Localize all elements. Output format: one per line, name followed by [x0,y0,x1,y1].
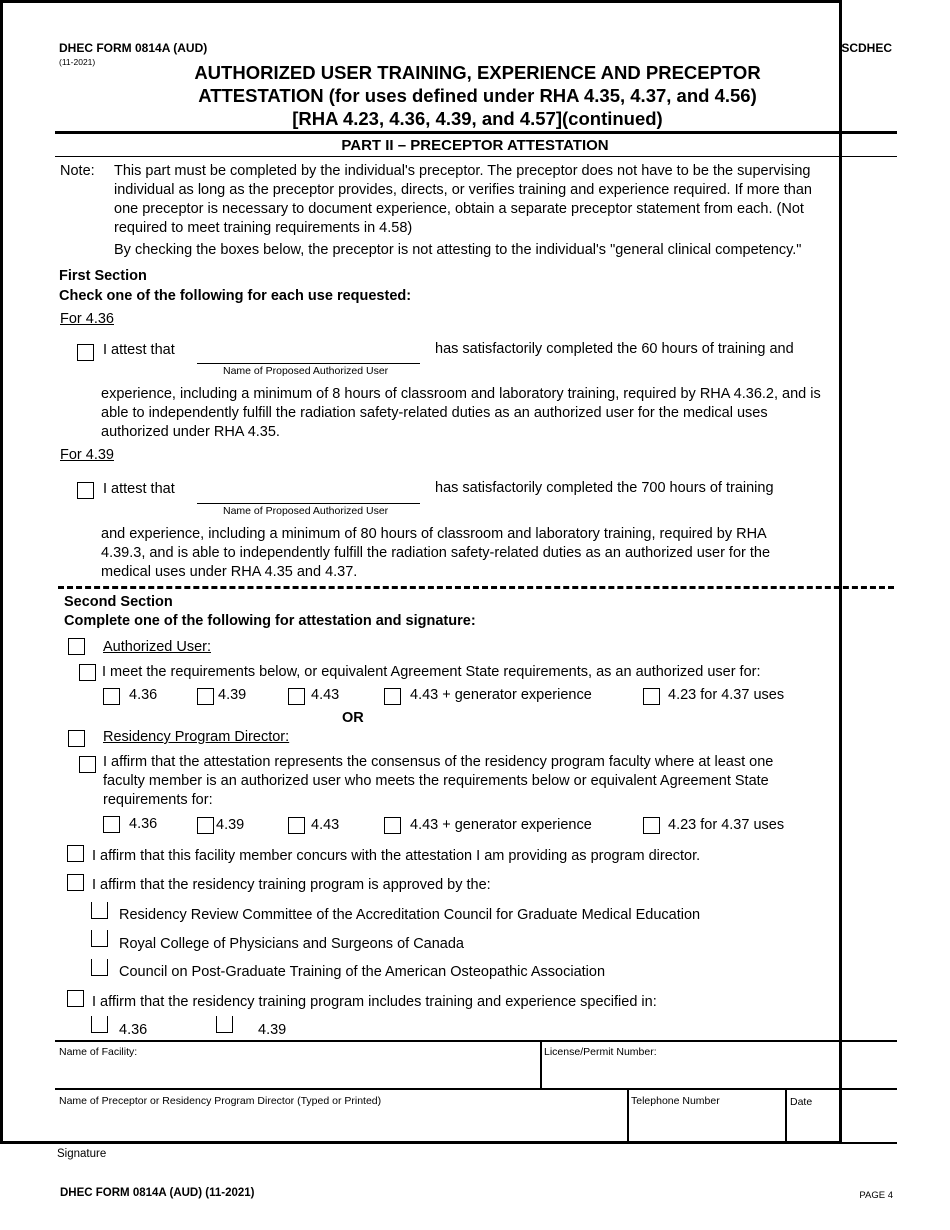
divider [55,1142,897,1144]
inc-439-checkbox[interactable] [216,1016,233,1033]
inc-436-checkbox[interactable] [91,1016,108,1033]
facility-input[interactable] [60,1062,534,1086]
telephone-input[interactable] [632,1112,784,1138]
attest-436-label: I attest that [103,342,175,358]
au-meet-checkbox[interactable] [79,664,96,681]
inc-439-label: 4.39 [258,1022,287,1038]
org3-label: Council on Post-Graduate Training of the American Osteopathic Association [119,964,606,980]
first-section-title: First Section [59,268,147,284]
authorized-user-checkbox[interactable] [68,638,85,655]
inc-436-label: 4.36 [119,1022,148,1038]
au-436-label: 4.36 [129,687,158,703]
rpd-checkbox[interactable] [68,730,85,747]
au-443-label: 4.43 [311,687,340,703]
divider [55,1040,897,1042]
org2-label: Royal College of Physicians and Surgeons of Canada [119,936,464,952]
facility-label: Name of Facility: [59,1046,138,1058]
rpd-436-label: 4.36 [129,816,158,832]
proposed-user-name-439-input[interactable] [198,482,422,503]
affirm-approved-checkbox[interactable] [67,874,84,891]
rpd-443-label: 4.43 [311,817,340,833]
license-input[interactable] [545,1062,894,1086]
affirm-concur-label: I affirm that this facility member concurs with the attestation I am providing as program director. [92,848,701,864]
date-input[interactable] [790,1112,894,1138]
for-439-heading: For 4.39 [60,447,114,463]
for-436-heading: For 4.36 [60,311,114,327]
org1-label: Residency Review Committee of the Accreditation Council for Graduate Medical Education [119,907,701,923]
org2-checkbox[interactable] [91,930,108,947]
signature-field[interactable] [130,1148,890,1176]
form-id: DHEC FORM 0814A (AUD) [59,41,208,55]
divider [55,131,897,134]
preceptor-input[interactable] [60,1112,624,1138]
au-439-label: 4.39 [218,687,247,703]
form-date: (11-2021) [59,57,96,67]
divider [55,1088,897,1090]
name-line [197,363,420,364]
page-number: PAGE 4 [859,1190,893,1201]
footer-form-id: DHEC FORM 0814A (AUD) (11-2021) [60,1187,255,1199]
au-443-checkbox[interactable] [288,688,305,705]
attest-436-body: experience, including a minimum of 8 hours of classroom and laboratory training, required by RHA 4.36.2, and is able to independently fulfill the radiation safety-related duties as an authorized user for the medical uses authorized under RHA 4.35. [101,386,821,440]
first-section-instruction: Check one of the following for each use requested: [59,288,412,304]
au-423-checkbox[interactable] [643,688,660,705]
note-label: Note: [60,163,95,179]
rpd-439-checkbox[interactable] [197,817,214,834]
affirm-concur-checkbox[interactable] [67,845,84,862]
org1-checkbox[interactable] [91,902,108,919]
date-label: Date [790,1096,813,1108]
au-443g-checkbox[interactable] [384,688,401,705]
or-label: OR [342,710,364,726]
name-line [197,503,420,504]
rpd-443-checkbox[interactable] [288,817,305,834]
attest-439-tail: has satisfactorily completed the 700 hours of training [435,480,774,496]
note-text: This part must be completed by the individual's preceptor. The preceptor does not have to be the supervising individual as long as the preceptor provides, directs, or verifies training and experience required. If more than one preceptor is necessary to document experience, obtain a separate preceptor statement from each. (Not required to meet training requirements in 4.58) By checking the boxes below, the preceptor is not attesting to the individual's "general clinical competency." [114,163,812,258]
attest-439-label: I attest that [103,481,175,497]
signature-label: Signature [57,1148,107,1160]
divider [627,1088,629,1143]
attest-439-checkbox[interactable] [77,482,94,499]
telephone-label: Telephone Number [631,1095,720,1107]
rpd-443g-label: 4.43 + generator experience [410,817,592,833]
divider [540,1040,542,1089]
rpd-affirm-text: I affirm that the attestation represents the consensus of the residency program faculty where at least one faculty member is an authorized user who meets the requirements below or equivalent Agreement State requirements for: [103,754,774,808]
agency: SCDHEC [841,41,892,55]
au-439-checkbox[interactable] [197,688,214,705]
affirm-includes-label: I affirm that the residency training program includes training and experience specified in: [92,994,657,1010]
name-caption: Name of Proposed Authorized User [223,365,389,377]
rpd-436-checkbox[interactable] [103,816,120,833]
rpd-423-checkbox[interactable] [643,817,660,834]
preceptor-label: Name of Preceptor or Residency Program Director (Typed or Printed) [59,1095,382,1107]
authorized-user-label: Authorized User: [103,639,211,655]
divider [55,156,897,157]
org3-checkbox[interactable] [91,959,108,976]
au-436-checkbox[interactable] [103,688,120,705]
name-caption: Name of Proposed Authorized User [223,505,389,517]
rpd-affirm-checkbox[interactable] [79,756,96,773]
rpd-423-label: 4.23 for 4.37 uses [668,817,785,833]
affirm-approved-label: I affirm that the residency training program is approved by the: [92,877,491,893]
au-423-label: 4.23 for 4.37 uses [668,687,785,703]
rpd-label: Residency Program Director: [103,729,290,745]
proposed-user-name-436-input[interactable] [198,342,422,363]
divider [785,1088,787,1143]
part-title: PART II – PRECEPTOR ATTESTATION [341,137,609,154]
au-meet-label: I meet the requirements below, or equivalent Agreement State requirements, as an authorized user for: [102,664,761,680]
second-section-title: Second Section [64,594,173,610]
attest-439-body: and experience, including a minimum of 80 hours of classroom and laboratory training, required by RHA 4.39.3, and is able to independently fulfill the radiation safety-related duties as an authorized user for the medical uses under RHA 4.35 and 4.37. [101,526,771,580]
form-title: AUTHORIZED USER TRAINING, EXPERIENCE AND PRECEPTOR ATTESTATION (for uses defined under RHA 4.35, 4.37, and 4.56) [RHA 4.23, 4.36, 4.39, and 4.57](continued) [194,62,761,129]
attest-436-tail: has satisfactorily completed the 60 hours of training and [435,341,794,357]
affirm-includes-checkbox[interactable] [67,990,84,1007]
rpd-439-label: 4.39 [216,817,245,833]
section-divider [58,586,894,589]
au-443g-label: 4.43 + generator experience [410,687,592,703]
attest-436-checkbox[interactable] [77,344,94,361]
second-section-instruction: Complete one of the following for attestation and signature: [64,613,476,629]
license-label: License/Permit Number: [544,1046,657,1058]
rpd-443g-checkbox[interactable] [384,817,401,834]
